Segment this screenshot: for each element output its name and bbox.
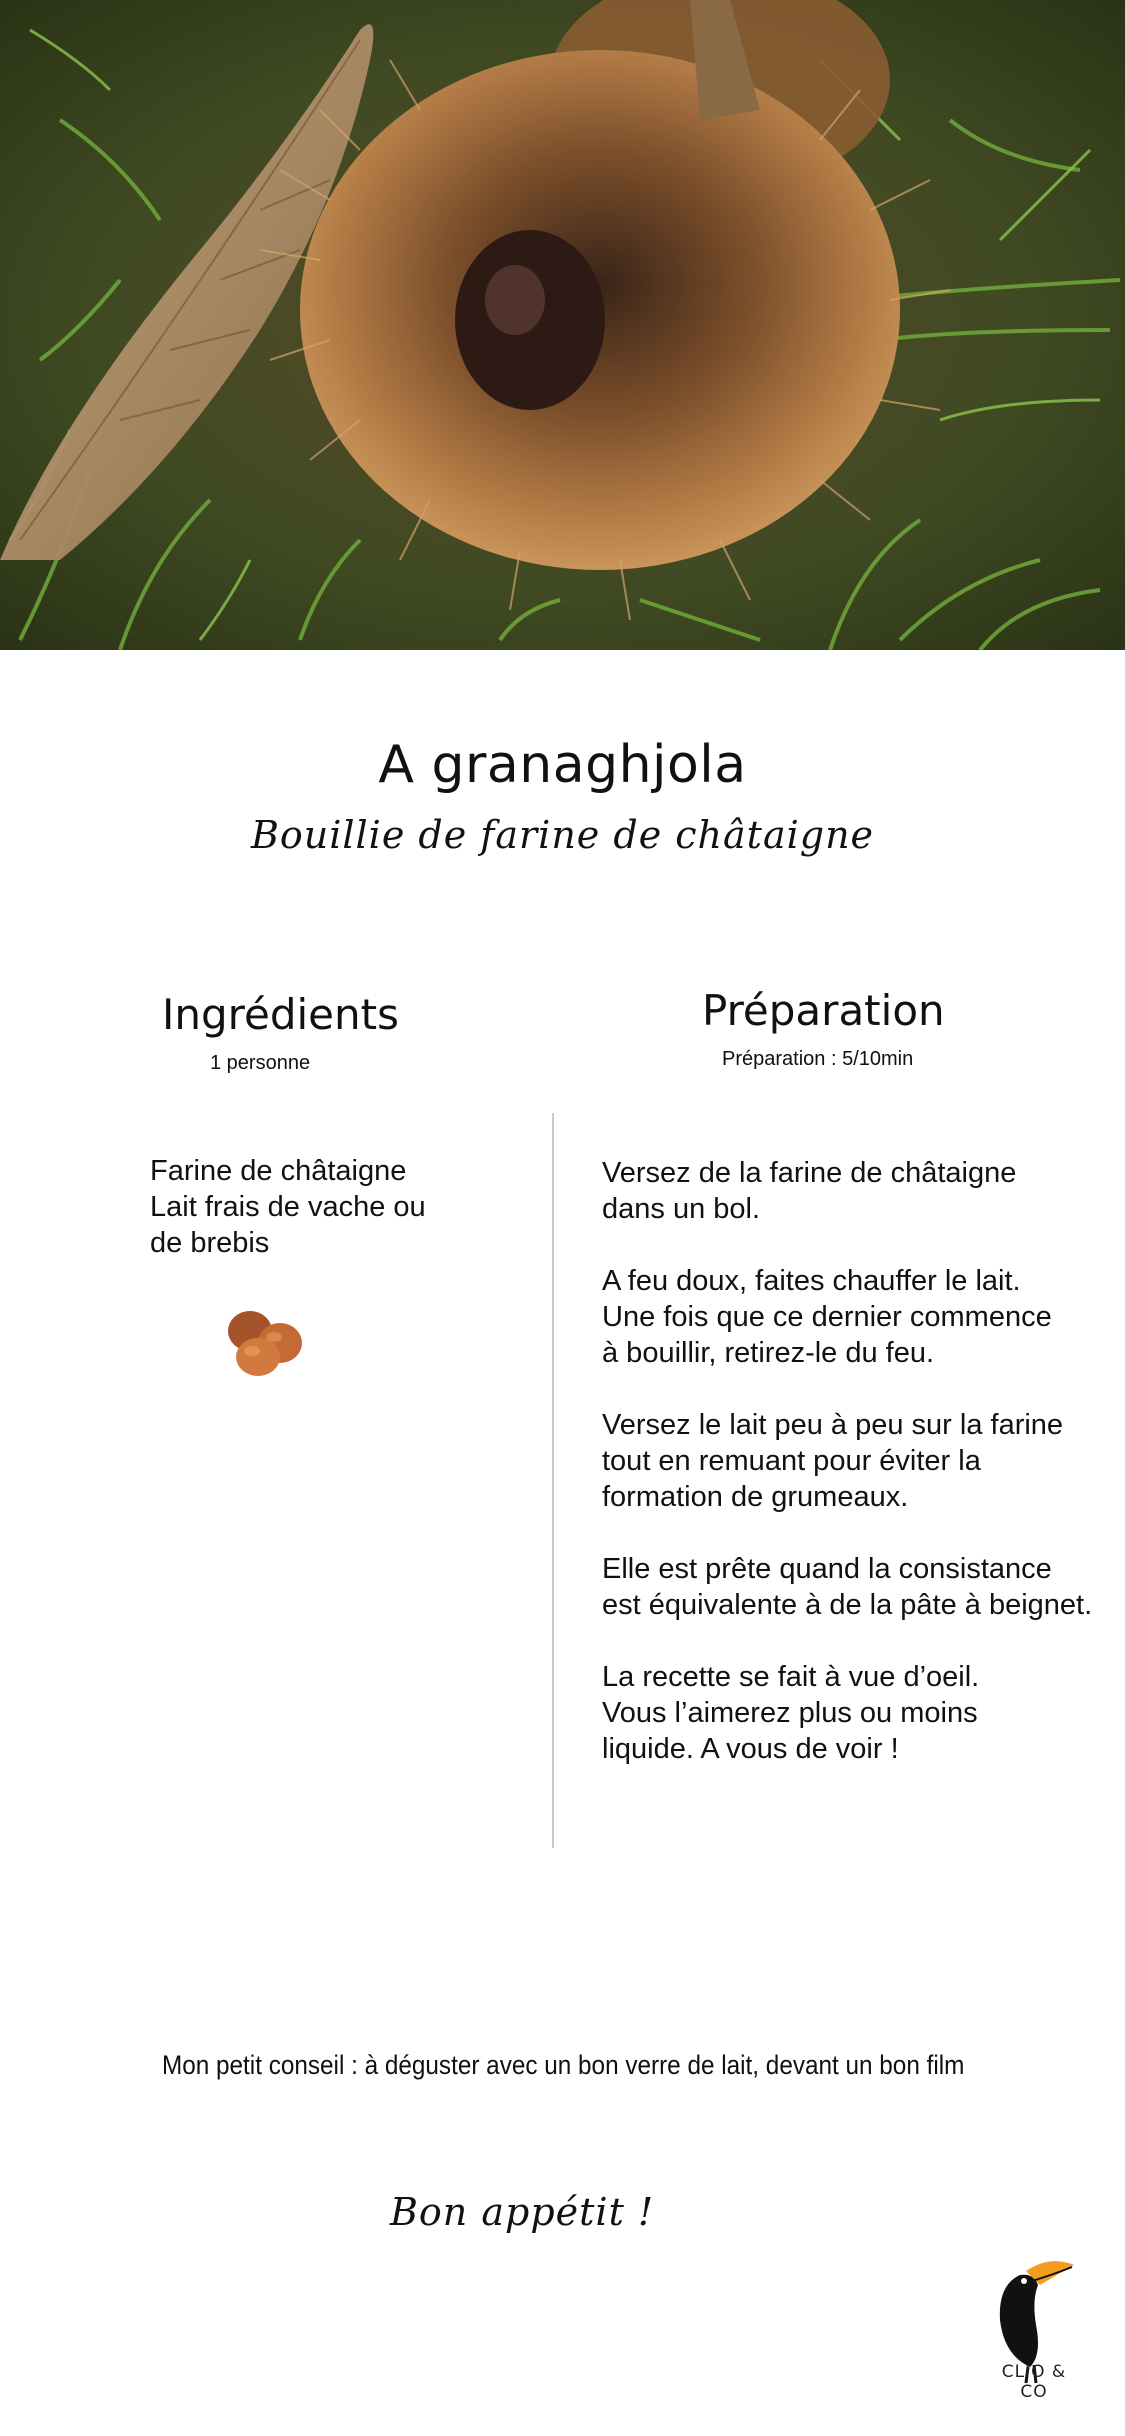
chestnuts-icon bbox=[222, 1303, 312, 1383]
ingredient-item: Lait frais de vache ou bbox=[150, 1191, 426, 1223]
closing-text: Bon appétit ! bbox=[390, 2190, 655, 2234]
recipe-subtitle: Bouillie de farine de châtaigne bbox=[250, 813, 875, 857]
recipe-title: A granaghjola bbox=[378, 735, 747, 795]
preparation-heading: Préparation bbox=[702, 986, 945, 1035]
tip-text: Mon petit conseil : à déguster avec un bon verre de lait, devant un bon film bbox=[162, 2050, 965, 2080]
ingredient-item: Farine de châtaigne bbox=[150, 1155, 407, 1187]
ingredients-list bbox=[150, 1153, 480, 1261]
ingredients-heading: Ingrédients bbox=[162, 990, 399, 1039]
column-divider bbox=[552, 1113, 554, 1848]
ingredient-item: de brebis bbox=[150, 1227, 270, 1259]
brand-name: CLIO & CO bbox=[1001, 2362, 1067, 2402]
preparation-step: Elle est prête quand la consistance est équivalente à de la pâte à beignet. bbox=[602, 1553, 1093, 1621]
preparation-step: La recette se fait à vue d’oeil. Vous l’aimerez plus ou moins liquide. A vous de voir ! bbox=[602, 1661, 980, 1765]
servings-label: 1 personne bbox=[210, 1052, 311, 1074]
preparation-steps bbox=[602, 1155, 1102, 1803]
preparation-step: A feu doux, faites chauffer le lait. Une fois que ce dernier commence à bouillir, retirez-le du feu. bbox=[602, 1265, 1052, 1369]
preparation-time: Préparation : 5/10min bbox=[722, 1048, 914, 1070]
chestnut-burr-photo bbox=[0, 0, 1125, 650]
preparation-step: Versez de la farine de châtaigne dans un bol. bbox=[602, 1157, 1017, 1225]
hero-image bbox=[0, 0, 1125, 650]
preparation-step: Versez le lait peu à peu sur la farine tout en remuant pour éviter la formation de grumeaux. bbox=[602, 1409, 1064, 1513]
